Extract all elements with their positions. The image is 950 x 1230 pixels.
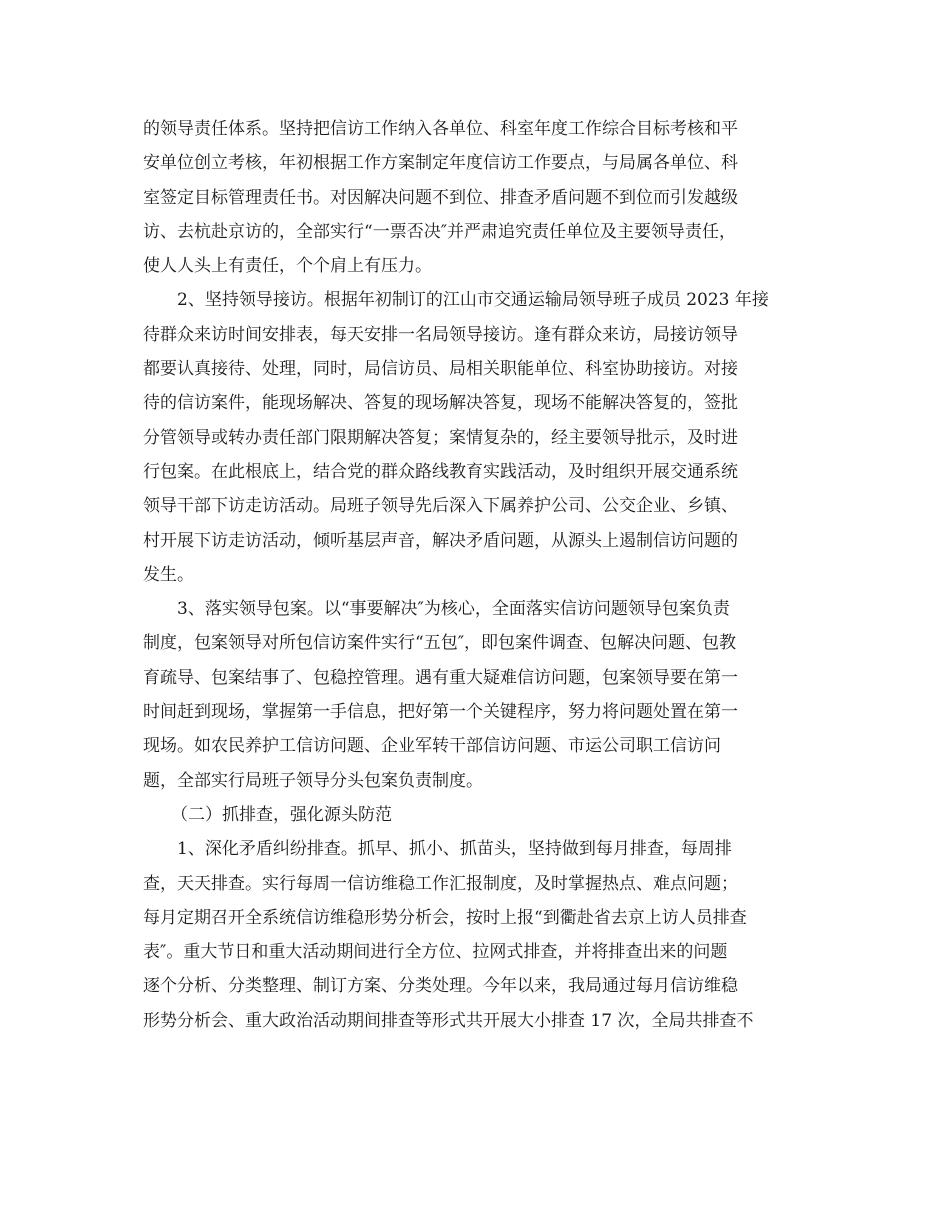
text-line: 题，全部实行局班子领导分头包案负责制度。 xyxy=(143,770,483,791)
text-line: 室签定目标管理责任书。对因解决问题不到位、排查矛盾问题不到位而引发越级 xyxy=(143,187,738,208)
text-line: 时间赶到现场，掌握第一手信息，把好第一个关键程序，努力将问题处置在第一 xyxy=(143,702,738,723)
text-line: 待的信访案件，能现场解决、答复的现场解决答复，现场不能解决答复的，签批 xyxy=(143,393,738,414)
paragraph-leader-reception xyxy=(143,283,813,592)
text-line: 使人人头上有责任，个个肩上有压力。 xyxy=(143,256,432,277)
text-line: 育疏导、包案结事了、包稳控管理。遇有重大疑难信访问题，包案领导要在第一 xyxy=(143,667,738,688)
text-line: 待群众来访时间安排表，每天安排一名局领导接访。逢有群众来访，局接访领导 xyxy=(143,324,738,345)
text-line: 表″。重大节日和重大活动期间进行全方位、拉网式排查，并将排查出来的问题 xyxy=(143,942,728,963)
paragraph-leader-case xyxy=(143,592,813,798)
text-line: 都要认真接待、处理，同时，局信访员、局相关职能单位、科室协助接访。对接 xyxy=(143,359,738,380)
text-line: 1、深化矛盾纠纷排查。抓早、抓小、抓苗头，坚持做到每月排查，每周排 xyxy=(177,839,732,860)
paragraph-dispute-screening xyxy=(143,832,813,1038)
document-page xyxy=(143,112,813,1038)
text-line: 现场。如农民养护工信访问题、企业军转干部信访问题、市运公司职工信访问 xyxy=(143,736,721,757)
text-line: 逐个分析、分类整理、制订方案、分类处理。今年以来，我局通过每月信访维稳 xyxy=(143,976,738,997)
section-heading xyxy=(143,798,813,832)
text-line: 形势分析会、重大政治活动期间排查等形式共开展大小排查 17 次，全局共排查不 xyxy=(143,1010,754,1031)
text-line: 分管领导或转办责任部门限期解决答复；案情复杂的，经主要领导批示，及时进 xyxy=(143,427,738,448)
text-line: 2、坚持领导接访。根据年初制订的江山市交通运输局领导班子成员 2023 年接 xyxy=(177,290,769,311)
text-line: 行包案。在此根底上，结合党的群众路线教育实践活动，及时组织开展交通系统 xyxy=(143,461,738,482)
text-line: 3、落实领导包案。以“事要解决″为核心，全面落实信访问题领导包案负责 xyxy=(177,599,730,620)
text-line: 制度，包案领导对所包信访案件实行“五包″，即包案件调查、包解决问题、包教 xyxy=(143,633,737,654)
text-line: 查，天天排查。实行每周一信访维稳工作汇报制度，及时掌握热点、难点问题； xyxy=(143,873,738,894)
text-line: 每月定期召开全系统信访维稳形势分析会，按时上报“到衢赴省去京上访人员排查 xyxy=(143,907,747,928)
section-heading-text: （二）抓排查，强化源头防范 xyxy=(171,804,392,825)
text-line: 领导干部下访走访活动。局班子领导先后深入下属养护公司、公交企业、乡镇、 xyxy=(143,496,738,517)
text-line: 安单位创立考核，年初根据工作方案制定年度信访工作要点，与局属各单位、科 xyxy=(143,153,738,174)
text-line: 村开展下访走访活动，倾听基层声音，解决矛盾问题，从源头上遏制信访问题的 xyxy=(143,530,738,551)
text-line: 的领导责任体系。坚持把信访工作纳入各单位、科室年度工作综合目标考核和平 xyxy=(143,119,738,139)
text-line: 访、去杭赴京访的，全部实行“一票否决″并严肃追究责任单位及主要领导责任， xyxy=(143,221,737,242)
text-line: 发生。 xyxy=(143,564,194,585)
paragraph-continuation xyxy=(143,112,813,283)
